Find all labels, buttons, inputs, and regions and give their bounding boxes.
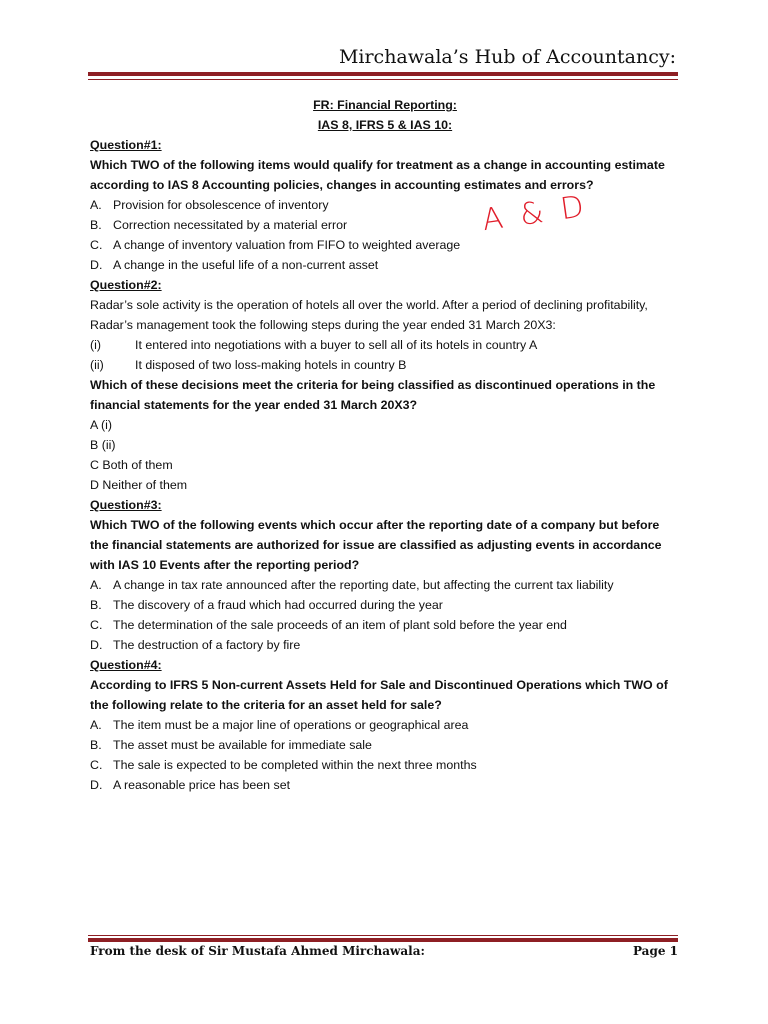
question-3-text: Which TWO of the following events which occur after the reporting date of a company but before the financial statements are authorized for issue are classified as adjusting events in accordance with IAS 10 Events after the reporting period? bbox=[90, 518, 662, 572]
question-1-text: Which TWO of the following items would qualify for treatment as a change in accounting estimate according to IAS 8 Accounting policies, changes in accounting estimates and errors? bbox=[90, 158, 665, 192]
document-body bbox=[90, 95, 680, 795]
handwritten-annotation: A & D bbox=[480, 188, 591, 239]
option-text: The destruction of a factory by fire bbox=[113, 638, 301, 652]
question-3-label: Question#3: bbox=[90, 498, 162, 512]
answer-choice: C Both of them bbox=[90, 458, 173, 472]
option-key: C. bbox=[90, 238, 103, 252]
list-item bbox=[90, 755, 680, 775]
option-key: D. bbox=[90, 258, 103, 272]
list-item bbox=[90, 735, 680, 755]
option-text: Provision for obsolescence of inventory bbox=[113, 198, 329, 212]
option-key: C. bbox=[90, 758, 103, 772]
header-title: Mirchawala’s Hub of Accountancy: bbox=[338, 46, 676, 68]
option-text: The discovery of a fraud which had occurred during the year bbox=[113, 598, 443, 612]
option-text: The sale is expected to be completed within the next three months bbox=[113, 758, 477, 772]
option-key: B. bbox=[90, 598, 102, 612]
step-text: It entered into negotiations with a buyer to sell all of its hotels in country A bbox=[135, 338, 538, 352]
option-key: B. bbox=[90, 218, 102, 232]
list-item bbox=[90, 255, 680, 275]
footer-rule-thick bbox=[88, 938, 678, 942]
list-item bbox=[90, 335, 680, 355]
list-item bbox=[90, 195, 680, 215]
page-number: Page 1 bbox=[632, 944, 678, 958]
footer-author: From the desk of Sir Mustafa Ahmed Mirchawala: bbox=[90, 944, 425, 958]
option-text: A change of inventory valuation from FIFO to weighted average bbox=[113, 238, 461, 252]
list-item bbox=[90, 635, 680, 655]
question-2-text: Which of these decisions meet the criteria for being classified as discontinued operations in the financial statements for the year ended 31 March 20X3? bbox=[90, 378, 656, 412]
option-text: A reasonable price has been set bbox=[113, 778, 291, 792]
option-text: The asset must be available for immediate sale bbox=[113, 738, 372, 752]
list-item bbox=[90, 575, 680, 595]
footer-rule-thin bbox=[88, 935, 678, 936]
step-key: (ii) bbox=[90, 358, 104, 372]
step-text: It disposed of two loss-making hotels in country B bbox=[135, 358, 407, 372]
list-item bbox=[90, 715, 680, 735]
option-key: A. bbox=[90, 718, 102, 732]
option-key: C. bbox=[90, 618, 103, 632]
option-text: A change in tax rate announced after the reporting date, but affecting the current tax liability bbox=[113, 578, 614, 592]
question-2-label: Question#2: bbox=[90, 278, 162, 292]
list-item bbox=[90, 615, 680, 635]
answer-choice: D Neither of them bbox=[90, 478, 188, 492]
list-item bbox=[90, 215, 680, 235]
option-text: The determination of the sale proceeds of an item of plant sold before the year end bbox=[113, 618, 567, 632]
option-key: B. bbox=[90, 738, 102, 752]
list-item bbox=[90, 355, 680, 375]
option-text: A change in the useful life of a non-current asset bbox=[113, 258, 379, 272]
option-key: A. bbox=[90, 578, 102, 592]
answer-choice: B (ii) bbox=[90, 438, 116, 452]
header-rule-thin bbox=[88, 79, 678, 80]
option-text: The item must be a major line of operations or geographical area bbox=[113, 718, 469, 732]
question-4-label: Question#4: bbox=[90, 658, 162, 672]
step-key: (i) bbox=[90, 338, 102, 352]
doc-title-1: FR: Financial Reporting: bbox=[313, 98, 457, 112]
question-1-label: Question#1: bbox=[90, 138, 162, 152]
header-rule-thick bbox=[88, 72, 678, 76]
question-4-text: According to IFRS 5 Non-current Assets Held for Sale and Discontinued Operations which TWO of the following relate to the criteria for an asset held for sale? bbox=[90, 678, 668, 712]
list-item bbox=[90, 235, 680, 255]
doc-title-2: IAS 8, IFRS 5 & IAS 10: bbox=[317, 118, 453, 132]
question-2-intro: Radar’s sole activity is the operation of hotels all over the world. After a period of declining profitability, Radar’s management took the following steps during the year ended 31 March 20X3: bbox=[90, 298, 648, 332]
option-key: D. bbox=[90, 638, 103, 652]
option-text: Correction necessitated by a material error bbox=[113, 218, 348, 232]
list-item bbox=[90, 775, 680, 795]
answer-choice: A (i) bbox=[90, 418, 113, 432]
option-key: D. bbox=[90, 778, 103, 792]
list-item bbox=[90, 595, 680, 615]
option-key: A. bbox=[90, 198, 102, 212]
